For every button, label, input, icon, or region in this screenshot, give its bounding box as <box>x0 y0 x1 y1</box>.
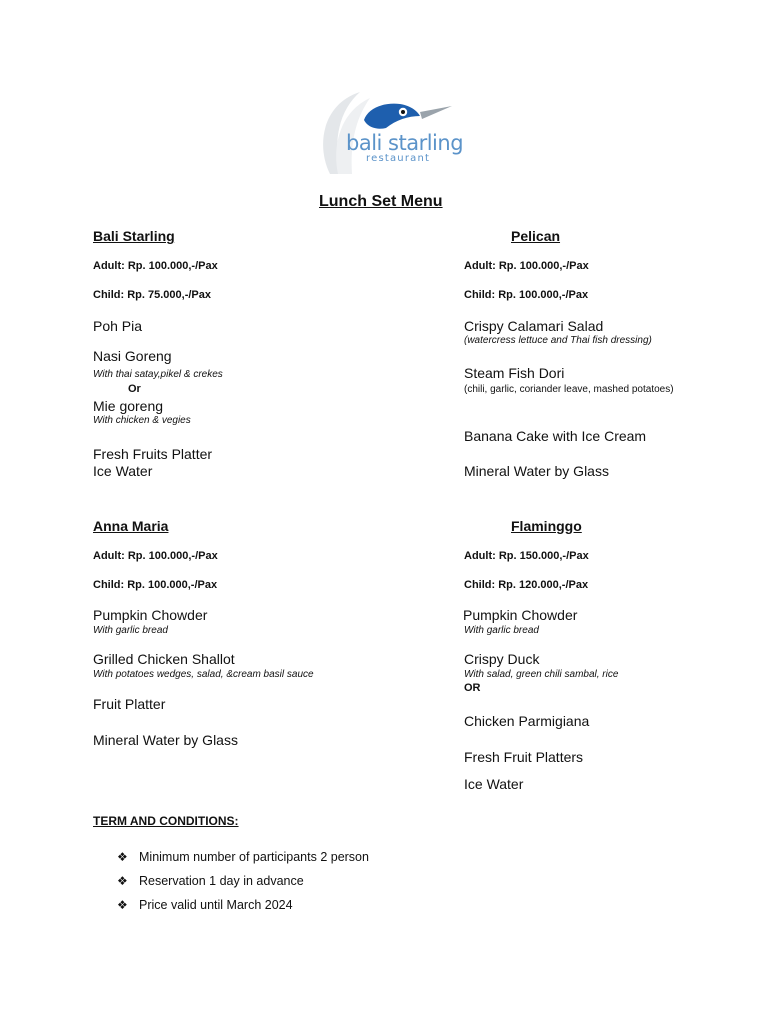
adult-price: Adult: Rp. 100.000,-/Pax <box>464 260 589 272</box>
menu-item: Grilled Chicken Shallot <box>93 651 235 667</box>
menu-item: Chicken Parmigiana <box>464 713 590 729</box>
diamond-bullet-icon: ❖ <box>117 898 128 912</box>
menu-item: Poh Pia <box>93 318 143 334</box>
term-item: Reservation 1 day in advance <box>139 874 304 888</box>
or-separator: OR <box>464 682 481 694</box>
item-note: With chicken & vegies <box>93 415 191 426</box>
menu-item: Pumpkin Chowder <box>93 607 208 623</box>
term-item: Minimum number of participants 2 person <box>139 850 369 864</box>
child-price: Child: Rp. 75.000,-/Pax <box>93 289 211 301</box>
set-name-pelican: Pelican <box>511 228 561 244</box>
adult-price: Adult: Rp. 100.000,-/Pax <box>93 550 218 562</box>
item-note: With potatoes wedges, salad, &cream basil sauce <box>93 669 314 680</box>
item-note: (chili, garlic, coriander leave, mashed potatoes) <box>464 384 674 395</box>
adult-price: Adult: Rp. 100.000,-/Pax <box>93 260 218 272</box>
item-note: With thai satay,pikel & crekes <box>93 369 223 380</box>
child-price: Child: Rp. 100.000,-/Pax <box>464 289 589 301</box>
child-price: Child: Rp. 100.000,-/Pax <box>93 579 218 591</box>
logo-subtitle: restaurant <box>366 153 431 164</box>
menu-item: Mineral Water by Glass <box>464 463 609 479</box>
menu-item: Fruit Platter <box>93 696 166 712</box>
or-separator: Or <box>128 383 141 395</box>
set-name-anna-maria: Anna Maria <box>93 518 169 534</box>
item-note: With garlic bread <box>93 625 168 636</box>
menu-item: Banana Cake with Ice Cream <box>464 428 647 444</box>
menu-item: Mie goreng <box>93 398 164 414</box>
set-name-bali-starling: Bali Starling <box>93 228 175 244</box>
item-note: With salad, green chili sambal, rice <box>464 669 619 680</box>
menu-item: Ice Water <box>464 776 524 792</box>
menu-item: Pumpkin Chowder <box>463 607 578 623</box>
adult-price: Adult: Rp. 150.000,-/Pax <box>464 550 589 562</box>
term-item: Price valid until March 2024 <box>139 898 293 912</box>
terms-heading: TERM AND CONDITIONS: <box>93 814 239 828</box>
menu-item: Mineral Water by Glass <box>93 732 238 748</box>
item-note: (watercress lettuce and Thai fish dressing) <box>464 335 652 346</box>
item-note: With garlic bread <box>464 625 539 636</box>
set-name-flaminggo: Flaminggo <box>511 518 582 534</box>
page-title: Lunch Set Menu <box>319 193 443 210</box>
child-price: Child: Rp. 120.000,-/Pax <box>464 579 589 591</box>
menu-item: Crispy Calamari Salad <box>464 318 604 334</box>
menu-item: Nasi Goreng <box>93 348 172 364</box>
menu-item: Fresh Fruits Platter <box>93 446 213 462</box>
diamond-bullet-icon: ❖ <box>117 874 128 888</box>
menu-item: Fresh Fruit Platters <box>464 749 584 765</box>
menu-item: Ice Water <box>93 463 153 479</box>
menu-item: Crispy Duck <box>464 651 540 667</box>
menu-item: Steam Fish Dori <box>464 365 565 381</box>
diamond-bullet-icon: ❖ <box>117 850 128 864</box>
logo-name: bali starling <box>346 131 464 155</box>
